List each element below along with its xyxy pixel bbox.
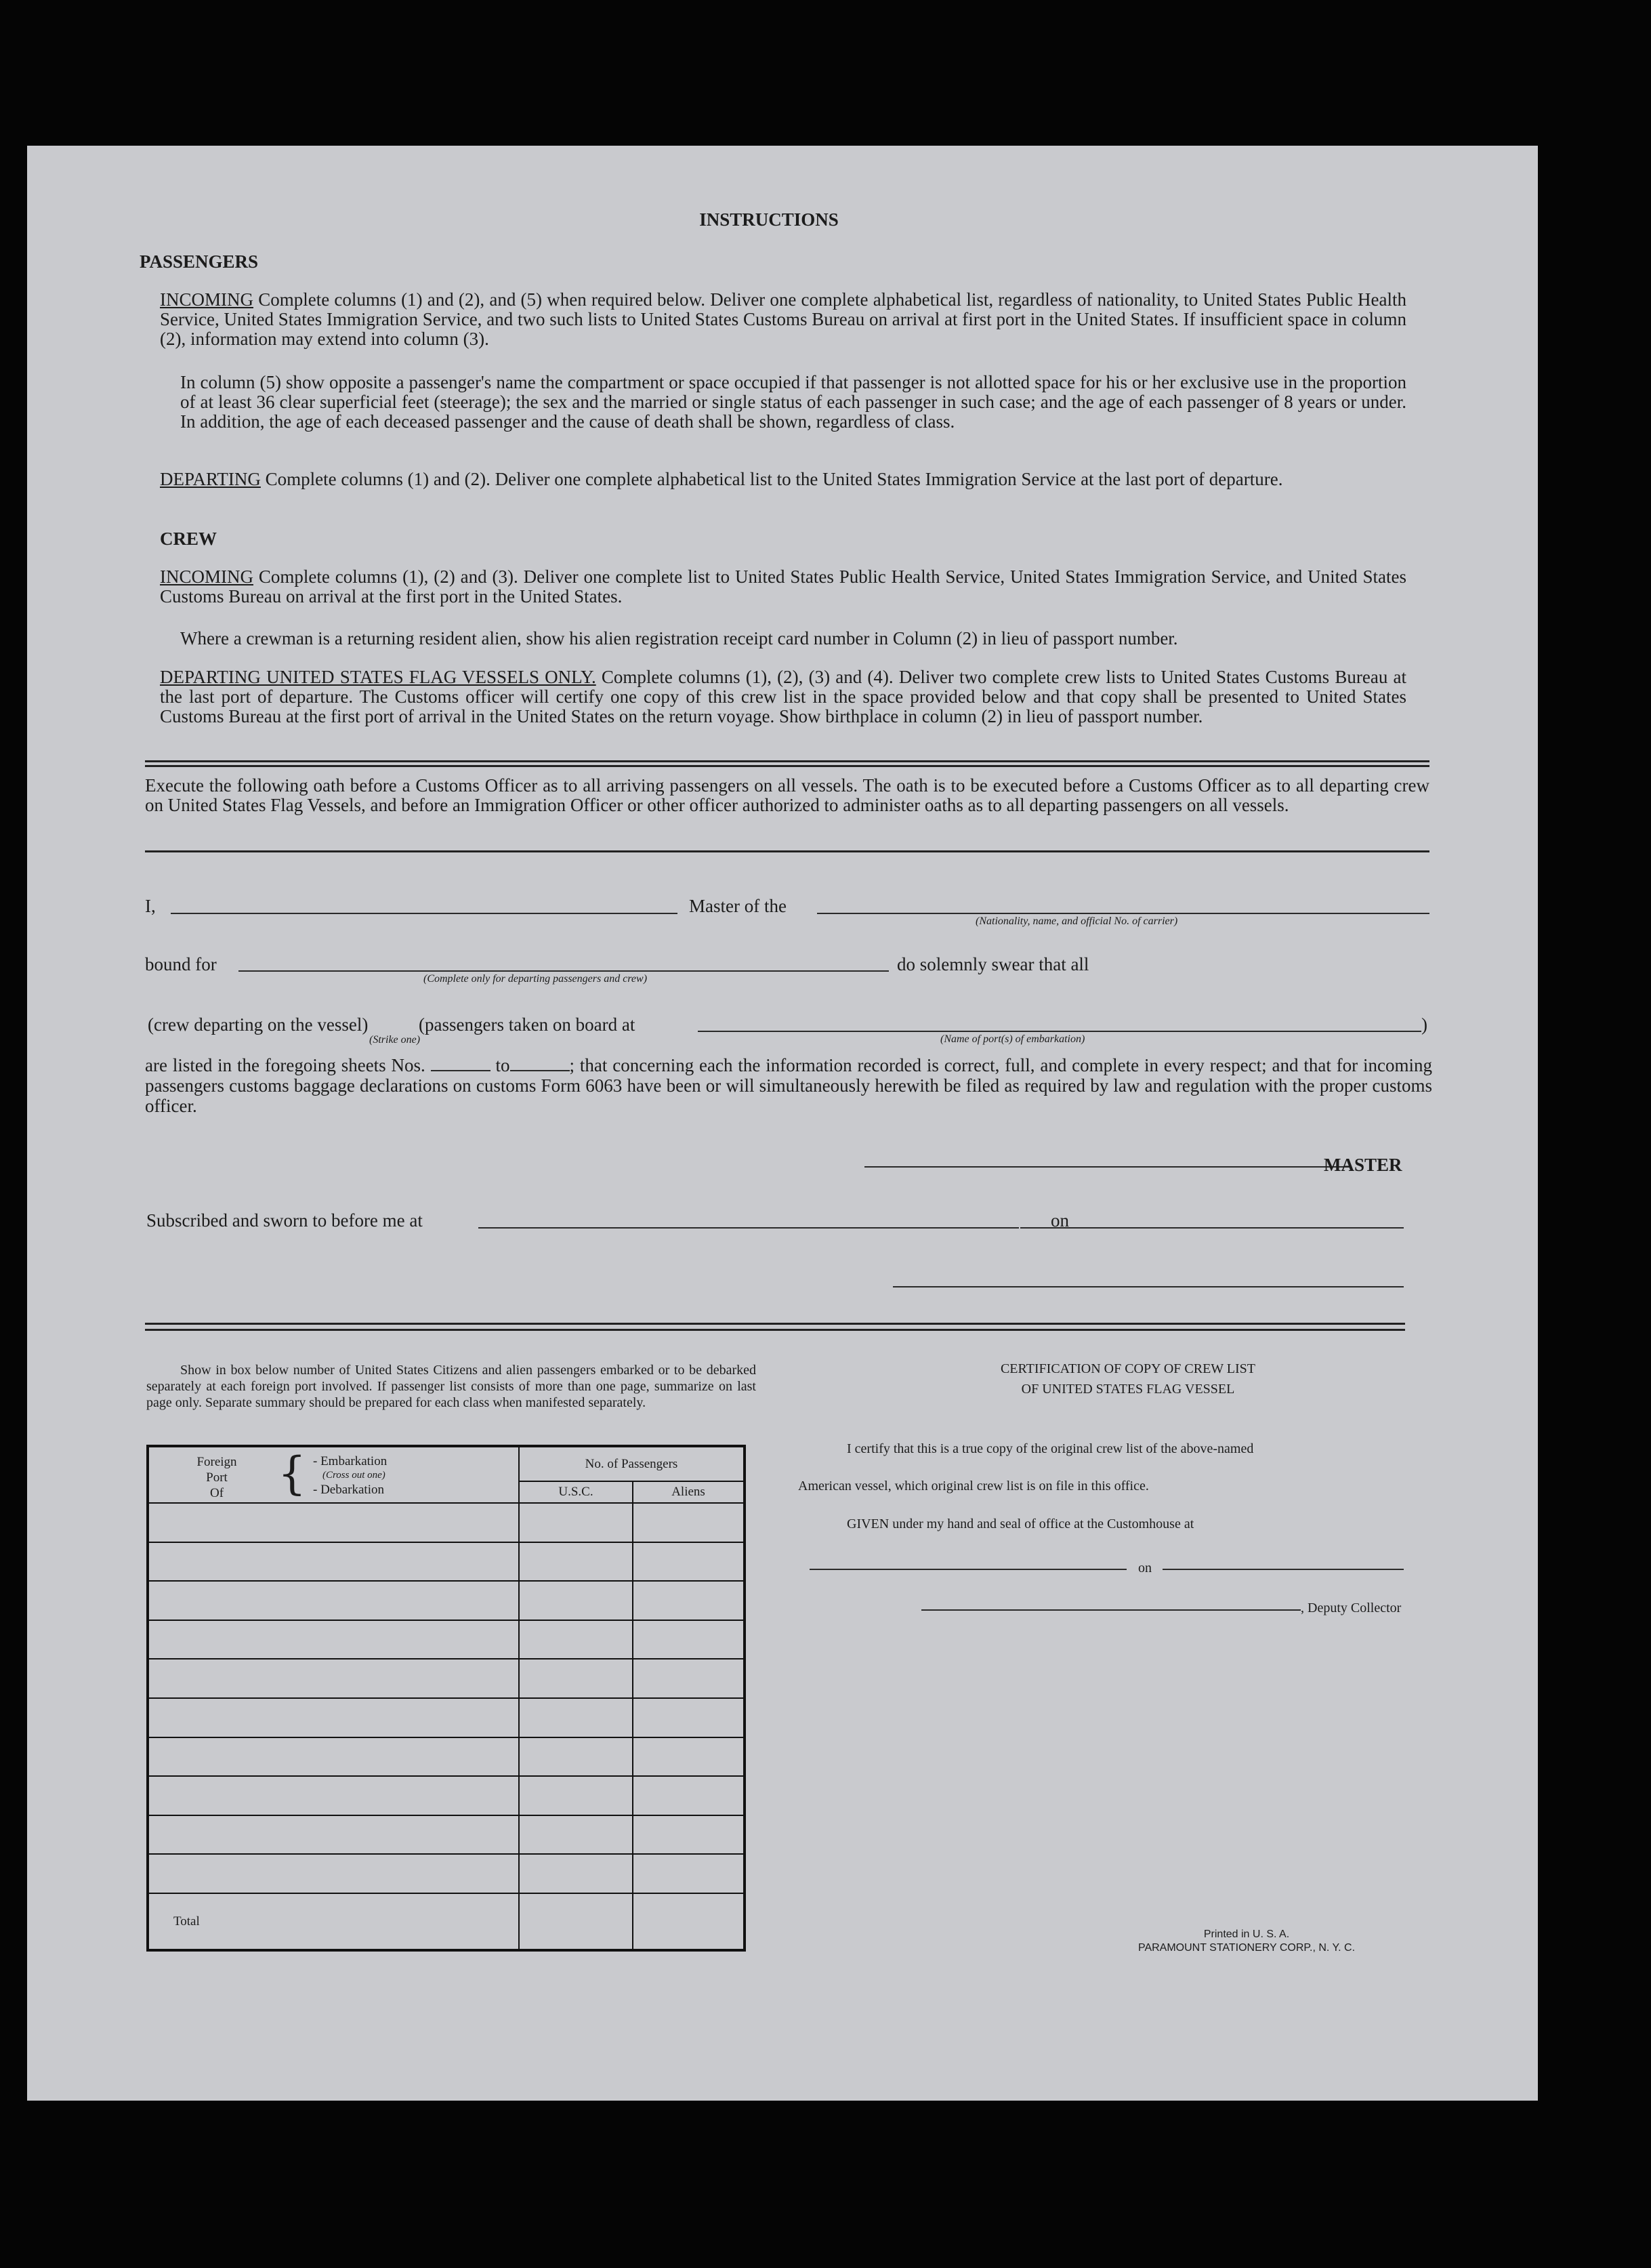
aliens-cell[interactable] [633, 1581, 745, 1620]
usc-cell[interactable] [519, 1620, 633, 1659]
ports-caption: (Name of port(s) of embarkation) [940, 1033, 1085, 1045]
oath-i-label: I, [145, 896, 156, 916]
table-row [148, 1815, 745, 1855]
summary-instructions: Show in box below number of United States Citizens and alien passengers embarked or to be debarked separately at each foreign port involved. If passenger list consists of more than one page, summarize on last page only. Separate summary should be prepared for each class when manifested separately. [146, 1363, 756, 1410]
port-cell[interactable] [148, 1542, 519, 1582]
certify-line1: I certify that this is a true copy of the original crew list of the above-named [847, 1441, 1254, 1456]
printer-imprint [1084, 1928, 1409, 1955]
usc-total-cell[interactable] [519, 1893, 633, 1950]
aliens-cell[interactable] [633, 1815, 745, 1855]
close-paren: ) [1421, 1014, 1427, 1035]
master-label: MASTER [1324, 1155, 1402, 1175]
embarkation-label[interactable]: - Embarkation [313, 1454, 388, 1468]
table-row [148, 1503, 745, 1542]
crew-incoming-paragraph [160, 567, 1406, 606]
aliens-header: Aliens [633, 1481, 745, 1503]
port-cell[interactable] [148, 1815, 519, 1855]
aliens-cell[interactable] [633, 1698, 745, 1737]
subscribed-label: Subscribed and sworn to before me at [146, 1210, 423, 1231]
aliens-cell[interactable] [633, 1776, 745, 1815]
port-cell[interactable] [148, 1698, 519, 1737]
foreign-port-of [149, 1454, 285, 1501]
crew-incoming-text: Complete columns (1), (2) and (3). Deliver one complete list to United States Public Health Service, United States Immigration Service, and United States Customs Bureau on arrival at the first port in the United States. [160, 566, 1407, 606]
deputy-collector-label: , Deputy Collector [1301, 1601, 1402, 1615]
passengers-taken-option[interactable]: (passengers taken on board at [419, 1014, 635, 1035]
aliens-cell[interactable] [633, 1737, 745, 1777]
usc-cell[interactable] [519, 1503, 633, 1542]
strike-one-caption: (Strike one) [369, 1034, 421, 1046]
sworn-on-label: on [1051, 1210, 1069, 1231]
certification-title-line2: OF UNITED STATES FLAG VESSEL [1021, 1382, 1235, 1397]
master-name-field[interactable] [171, 913, 677, 914]
port-cell[interactable] [148, 1776, 519, 1815]
aliens-total-cell[interactable] [633, 1893, 745, 1950]
port-cell[interactable] [148, 1854, 519, 1893]
usc-cell[interactable] [519, 1581, 633, 1620]
crew-incoming-label: INCOMING [160, 566, 253, 587]
port-label: Port [206, 1470, 228, 1485]
divider-rule [145, 850, 1429, 852]
usc-cell[interactable] [519, 1854, 633, 1893]
form-page [27, 146, 1538, 2101]
aliens-cell[interactable] [633, 1620, 745, 1659]
table-row [148, 1659, 745, 1698]
total-row [148, 1893, 745, 1950]
usc-cell[interactable] [519, 1698, 633, 1737]
of-label: Of [209, 1486, 224, 1500]
passengers-incoming-text: Complete columns (1) and (2), and (5) when required below. Deliver one complete alphabetical list, regardless of nationality, to United States Public Health Service, United States Immigration Service, and two such lists to United States Customs Bureau on arrival at first port in the United States. If insufficient space in column (2), information may extend into column (3). [160, 289, 1407, 349]
usc-header: U.S.C. [519, 1481, 633, 1503]
passengers-heading: PASSENGERS [140, 251, 259, 272]
usc-cell[interactable] [519, 1659, 633, 1698]
passengers-departing-paragraph [160, 470, 1406, 489]
usc-cell[interactable] [519, 1815, 633, 1855]
master-of-the-label: Master of the [689, 896, 787, 916]
total-label: Total [148, 1893, 519, 1950]
page-title: INSTRUCTIONS [699, 209, 839, 230]
listed-paragraph [145, 1055, 1432, 1116]
table-row [148, 1776, 745, 1815]
embarkation-ports-field[interactable] [698, 1031, 1421, 1032]
bound-caption: (Complete only for departing passengers and crew) [423, 973, 648, 985]
table-row [148, 1854, 745, 1893]
divider-rule [145, 1323, 1405, 1325]
divider-rule [145, 765, 1429, 767]
port-cell[interactable] [148, 1581, 519, 1620]
listed-suffix: ; that concerning each the information recorded is correct, full, and complete in every respect; and that for incoming passengers customs baggage declarations on customs Form 6063 have been or will simultaneously herewith be filed as required by law and regulation with the proper customs officer. [145, 1055, 1433, 1116]
listed-prefix: are listed in the foregoing sheets Nos. [145, 1055, 425, 1075]
certification-title-line1: CERTIFICATION OF COPY OF CREW LIST [1000, 1361, 1256, 1376]
sheet-from-field[interactable] [431, 1056, 490, 1071]
passengers-departing-label: DEPARTING [160, 469, 261, 489]
table-row [148, 1620, 745, 1659]
cert-date-field[interactable] [1163, 1569, 1404, 1570]
oath-instructions: Execute the following oath before a Customs Officer as to all arriving passengers on all vessels. The oath is to be executed before a Customs Officer as to all departing crew on United States Flag Vessels, and before an Immigration Officer or other officer authorized to administer oaths as to all departing passengers on all vessels. [145, 775, 1429, 815]
aliens-cell[interactable] [633, 1659, 745, 1698]
passengers-column5-paragraph: In column (5) show opposite a passenger's name the compartment or space occupied if that passenger is not allotted space for his or her exclusive use in the proportion of at least 36 clear superficial feet (steerage); the sex and the married or single status of each passenger in such case; and the age of each passenger of 8 years or under. In addition, the age of each deceased passenger and the cause of death shall be shown, regardless of class. [180, 372, 1406, 432]
no-of-passengers-header: No. of Passengers [519, 1446, 745, 1481]
port-cell[interactable] [148, 1737, 519, 1777]
usc-cell[interactable] [519, 1776, 633, 1815]
table-row [148, 1542, 745, 1582]
carrier-field[interactable] [817, 913, 1429, 914]
crew-heading: CREW [160, 529, 217, 549]
divider-rule [145, 1329, 1405, 1331]
bound-for-label: bound for [145, 954, 217, 974]
given-line: GIVEN under my hand and seal of office at the Customhouse at [847, 1517, 1194, 1531]
crew-departing-label: DEPARTING UNITED STATES FLAG VESSELS ONLY. [160, 667, 596, 687]
aliens-cell[interactable] [633, 1542, 745, 1582]
usc-cell[interactable] [519, 1542, 633, 1582]
debarkation-label[interactable]: - Debarkation [313, 1483, 384, 1497]
passenger-summary-table [146, 1445, 746, 1952]
divider-rule [145, 760, 1429, 762]
sworn-place-field[interactable] [478, 1227, 1019, 1229]
crew-departing-text: Complete columns (1), (2), (3) and (4). Deliver two complete crew lists to United States Customs Bureau at the last port of departure. The Customs officer will certify one copy of this crew list in the space provided below and that copy shall be presented to United States Customs Bureau at the first port of arrival in the United States on the return voyage. Show birthplace in column (2) in lieu of passport number. [160, 667, 1406, 726]
foreign-label: Foreign [196, 1455, 237, 1469]
table-header-row [148, 1446, 745, 1481]
cert-on-label: on [1138, 1561, 1152, 1575]
aliens-cell[interactable] [633, 1503, 745, 1542]
passengers-incoming-label: INCOMING [160, 289, 253, 310]
brace-icon: { [278, 1447, 306, 1500]
printed-in: Printed in U. S. A. [1203, 1929, 1290, 1940]
officer-signature-field[interactable] [893, 1286, 1404, 1287]
port-cell[interactable] [148, 1503, 519, 1542]
passengers-incoming-paragraph [160, 290, 1406, 349]
port-header-cell [148, 1446, 519, 1503]
crew-departing-option[interactable]: (crew departing on the vessel) [148, 1014, 369, 1035]
port-cell[interactable] [148, 1659, 519, 1698]
cross-out-one-label: (Cross out one) [322, 1470, 385, 1481]
aliens-cell[interactable] [633, 1854, 745, 1893]
table-row [148, 1698, 745, 1737]
crew-departing-paragraph [160, 667, 1406, 726]
listed-to: to [495, 1055, 510, 1075]
usc-cell[interactable] [519, 1737, 633, 1777]
destination-field[interactable] [238, 970, 889, 972]
crew-alien-paragraph: Where a crewman is a returning resident alien, show his alien registration receipt card number in Column (2) in lieu of passport number. [180, 628, 1178, 648]
certify-line2: American vessel, which original crew list is on file in this office. [798, 1479, 1149, 1493]
master-signature-field[interactable] [864, 1166, 1350, 1168]
table-row [148, 1737, 745, 1777]
customhouse-field[interactable] [810, 1569, 1127, 1570]
certification-title [786, 1359, 1470, 1399]
port-cell[interactable] [148, 1620, 519, 1659]
printer-name: PARAMOUNT STATIONERY CORP., N. Y. C. [1137, 1942, 1356, 1954]
sworn-date-field[interactable] [1020, 1227, 1404, 1229]
deputy-signature-field[interactable] [921, 1609, 1301, 1611]
table-row [148, 1581, 745, 1620]
carrier-caption: (Nationality, name, and official No. of carrier) [976, 915, 1178, 927]
swear-label: do solemnly swear that all [897, 954, 1089, 974]
sheet-to-field[interactable] [510, 1056, 570, 1071]
passengers-departing-text: Complete columns (1) and (2). Deliver one complete alphabetical list to the United States Immigration Service at the last port of departure. [265, 469, 1283, 489]
